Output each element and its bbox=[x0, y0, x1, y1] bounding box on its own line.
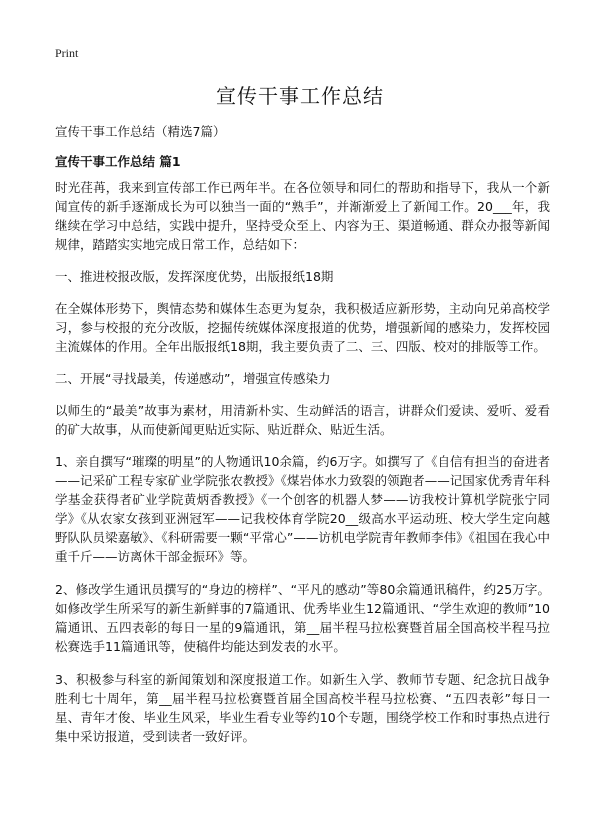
heading-point-one: 一、推进校报改版，发挥深度优势，出版报纸18期 bbox=[55, 269, 334, 284]
section-heading: 宣传干事工作总结 篇1 bbox=[55, 154, 181, 169]
document-body bbox=[55, 178, 550, 759]
paragraph-item-one: 1、亲自撰写“璀璨的明星”的人物通讯10余篇，约6万字。如撰写了《自信有担当的奋进者——记采矿工程专家矿业学院张农教授》《煤岩体水力致裂的领跑者——记国家优秀青年科学基金获得者矿业学院黄炳香教授》《一个创客的机器人梦——访我校计算机学院张宁同学》《从农家女孩到亚洲冠军——记我校体育学院20__级高水平运动班、校大学生定向越野队队员梁嘉敏》、《科研需要一颗“平常心”——访机电学院青年教师李伟》《祖国在我心中重千斤——访离休干部金振环》等。 bbox=[55, 454, 550, 564]
paragraph-intro: 时光荏苒，我来到宣传部工作已两年半。在各位领导和同仁的帮助和指导下，我从一个新闻宣传的新手逐渐成长为可以独当一面的“熟手”，并渐渐爱上了新闻工作。20___年，我继续在学习中总结，实践中提升，坚持受众至上、内容为王、渠道畅通、群众办报等新闻规律，踏踏实实地完成日常工作，总结如下： bbox=[55, 180, 550, 252]
heading-point-two: 二、开展“寻找最美，传递感动”，增强宣传感染力 bbox=[55, 371, 331, 386]
paragraph-item-three: 3、积极参与科室的新闻策划和深度报道工作。如新生入学、教师节专题、纪念抗日战争胜利七十周年，第__届半程马拉松赛暨首届全国高校半程马拉松赛、“五四表彰”每日一星、青年才俊、毕业生风采，毕业生看专业等约10个专题，围绕学校工作和时事热点进行集中采访报道，受到读者一致好评。 bbox=[55, 672, 550, 744]
print-link[interactable]: Print bbox=[55, 46, 79, 60]
paragraph-most-beautiful: 以师生的“最美”故事为素材，用清新朴实、生动鲜活的语言，讲群众们爱读、爱听、爱看的矿大故事，从而使新闻更贴近实际、贴近群众、贴近生活。 bbox=[55, 403, 550, 437]
page-title: 宣传干事工作总结 bbox=[216, 84, 384, 108]
paragraph-item-two: 2、修改学生通讯员撰写的“身边的榜样”、“平凡的感动”等80余篇通讯稿件，约25万字。如修改学生所采写的新生新鲜事的7篇通讯、优秀毕业生12篇通讯、“学生欢迎的教师”10篇通讯、五四表彰的每日一星的9篇通讯，第__届半程马拉松赛暨首届全国高校半程马拉松赛选手11篇通讯等，使稿件均能达到发表的水平。 bbox=[55, 582, 550, 654]
paragraph-newspaper-reform: 在全媒体形势下，舆情态势和媒体生态更为复杂，我积极适应新形势，主动向兄弟高校学习，参与校报的充分改版，挖掘传统媒体深度报道的优势，增强新闻的感染力，发挥校园主流媒体的作用。全年出版报纸18期，我主要负责了二、三、四版、校对的排版等工作。 bbox=[55, 301, 550, 354]
document-subtitle: 宣传干事工作总结（精选7篇） bbox=[55, 124, 226, 139]
